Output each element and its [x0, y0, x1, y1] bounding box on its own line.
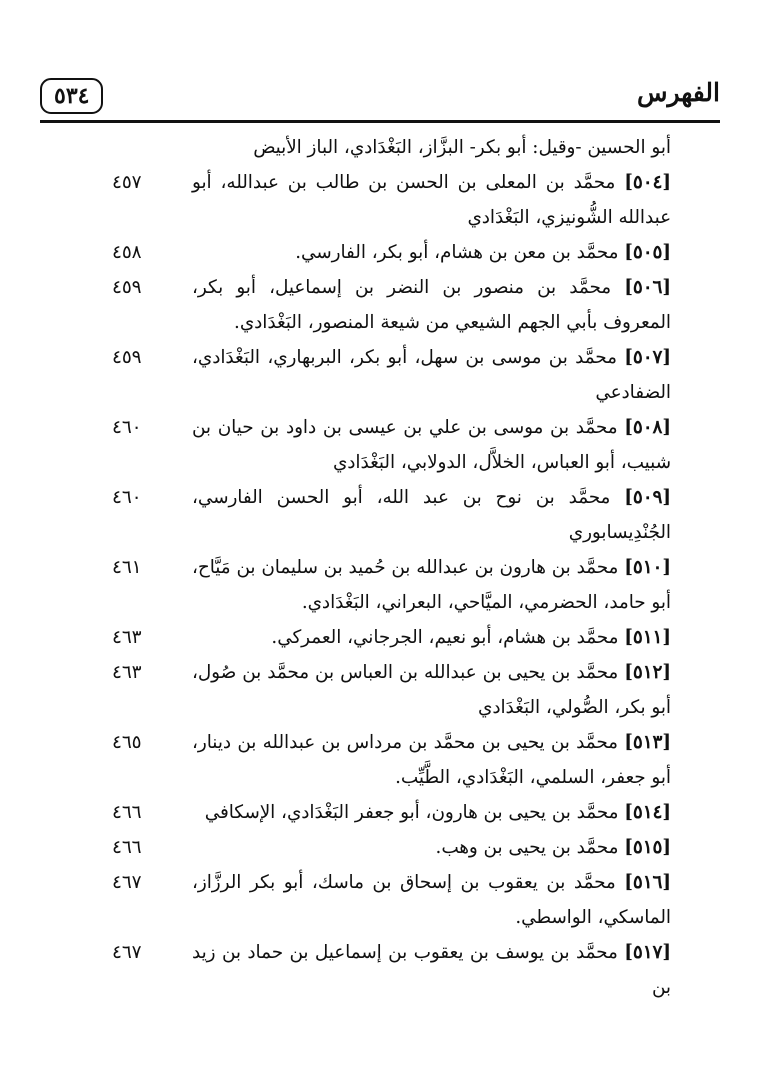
entry-name: محمَّد بن نوح بن عبد الله، أبو الحسن الفارسي، الجُنْدِيسابوري [192, 487, 671, 543]
entry-text [192, 165, 671, 235]
entry-page-number: ٤٦٣ [112, 627, 142, 648]
entry-text [192, 620, 671, 655]
index-entry [0, 410, 760, 480]
entry-number: [٥١١] [624, 627, 671, 648]
entry-text [192, 935, 671, 1005]
entry-text [192, 340, 671, 410]
entry-text [192, 725, 671, 795]
entry-number: [٥٠٧] [624, 347, 672, 368]
entry-name: محمَّد بن المعلى بن الحسن بن طالب بن عبدالله، أبو عبدالله الشُّونيزي، البَغْدَادي [192, 172, 671, 228]
page-number: ٥٣٤ [40, 78, 103, 114]
index-entry [0, 620, 760, 655]
index-entry [0, 235, 760, 270]
page-title: الفهرس [636, 78, 720, 107]
index-entry [0, 270, 760, 340]
index-list [0, 130, 760, 1005]
entry-page-number: ٤٥٨ [112, 242, 142, 263]
entry-number: [٥٠٤] [624, 172, 671, 193]
entry-name: محمَّد بن هارون بن عبدالله بن حُميد بن سليمان بن مَيَّاح، أبو حامد، الحضرمي، الميَّاحي، البعراني، البَغْدَادي. [192, 557, 671, 613]
entry-page-number: ٤٥٧ [112, 172, 142, 193]
entry-text [192, 410, 671, 480]
entry-page-number: ٤٥٩ [112, 277, 142, 298]
entry-page-number: ٤٦٠ [112, 487, 142, 508]
entry-number: [٥٠٨] [624, 417, 672, 438]
entry-name: محمَّد بن معن بن هشام، أبو بكر، الفارسي. [295, 242, 619, 263]
entry-text [192, 830, 671, 865]
entry-text [192, 865, 671, 935]
entry-text [192, 795, 671, 830]
entry-number: [٥١٦] [624, 872, 671, 893]
entry-name: محمَّد بن موسى بن علي بن عيسى بن داود بن حيان بن شبيب، أبو العباس، الخلاَّل، الدولابي، البَغْدَادي [192, 417, 671, 473]
index-entry [0, 340, 760, 410]
entry-page-number: ٤٥٩ [112, 347, 142, 368]
entry-text [192, 550, 671, 620]
entry-page-number: ٤٦٦ [112, 802, 142, 823]
index-entry [0, 830, 760, 865]
entry-name: محمَّد بن يوسف بن يعقوب بن إسماعيل بن حماد بن زيد بن [192, 942, 671, 998]
entry-number: [٥١٠] [624, 557, 671, 578]
entry-page-number: ٤٦١ [112, 557, 142, 578]
entry-number: [٥٠٩] [624, 487, 671, 508]
entry-text [192, 655, 671, 725]
entry-number: [٥٠٥] [624, 242, 671, 263]
entry-number: [٥١٤] [624, 802, 671, 823]
index-entry [0, 865, 760, 935]
entry-number: [٥١٧] [624, 942, 671, 963]
index-entry [0, 795, 760, 830]
entry-number: [٥١٥] [624, 837, 671, 858]
page-header [40, 74, 720, 123]
entry-page-number: ٤٦٥ [112, 732, 142, 753]
index-entry [0, 480, 760, 550]
entry-name: محمَّد بن موسى بن سهل، أبو بكر، البربهاري، البَغْدَادي، الضفادعي [192, 347, 671, 403]
index-entry [0, 935, 760, 1005]
entry-name: محمَّد بن منصور بن النضر بن إسماعيل، أبو بكر، المعروف بأبي الجهم الشيعي من شيعة المنصور، البَغْدَادي. [192, 277, 671, 333]
entry-name: محمَّد بن يحيى بن عبدالله بن العباس بن محمَّد بن صُول، أبو بكر، الصُّولي، البَغْدَادي [192, 662, 671, 718]
entry-text [192, 480, 671, 550]
entry-page-number: ٤٦٣ [112, 662, 142, 683]
index-entry [0, 725, 760, 795]
entry-text [192, 235, 671, 270]
entry-number: [٥٠٦] [624, 277, 672, 298]
entry-number: [٥١٢] [624, 662, 671, 683]
index-entry [0, 130, 760, 165]
entry-name: محمَّد بن هشام، أبو نعيم، الجرجاني، العمركي. [271, 627, 619, 648]
entry-name: محمَّد بن يحيى بن وهب. [435, 837, 619, 858]
entry-name: محمَّد بن يحيى بن محمَّد بن مرداس بن عبدالله بن دينار، أبو جعفر، السلمي، البَغْدَادي، الطَّيِّب. [192, 732, 671, 788]
index-entry [0, 550, 760, 620]
entry-name: أبو الحسين -وقيل: أبو بكر- البزَّاز، البَغْدَادي، الباز الأبيض [253, 137, 671, 158]
index-entry [0, 655, 760, 725]
entry-page-number: ٤٦٦ [112, 837, 142, 858]
entry-text [192, 130, 671, 165]
entry-page-number: ٤٦٠ [112, 417, 142, 438]
entry-page-number: ٤٦٧ [112, 942, 142, 963]
entry-page-number: ٤٦٧ [112, 872, 142, 893]
entry-number: [٥١٣] [624, 732, 671, 753]
entry-text [192, 270, 671, 340]
index-entry [0, 165, 760, 235]
entry-name: محمَّد بن يعقوب بن إسحاق بن ماسك، أبو بكر الرزَّاز، الماسكي، الواسطي. [192, 872, 671, 928]
entry-name: محمَّد بن يحيى بن هارون، أبو جعفر البَغْدَادي، الإسكافي [204, 802, 619, 823]
